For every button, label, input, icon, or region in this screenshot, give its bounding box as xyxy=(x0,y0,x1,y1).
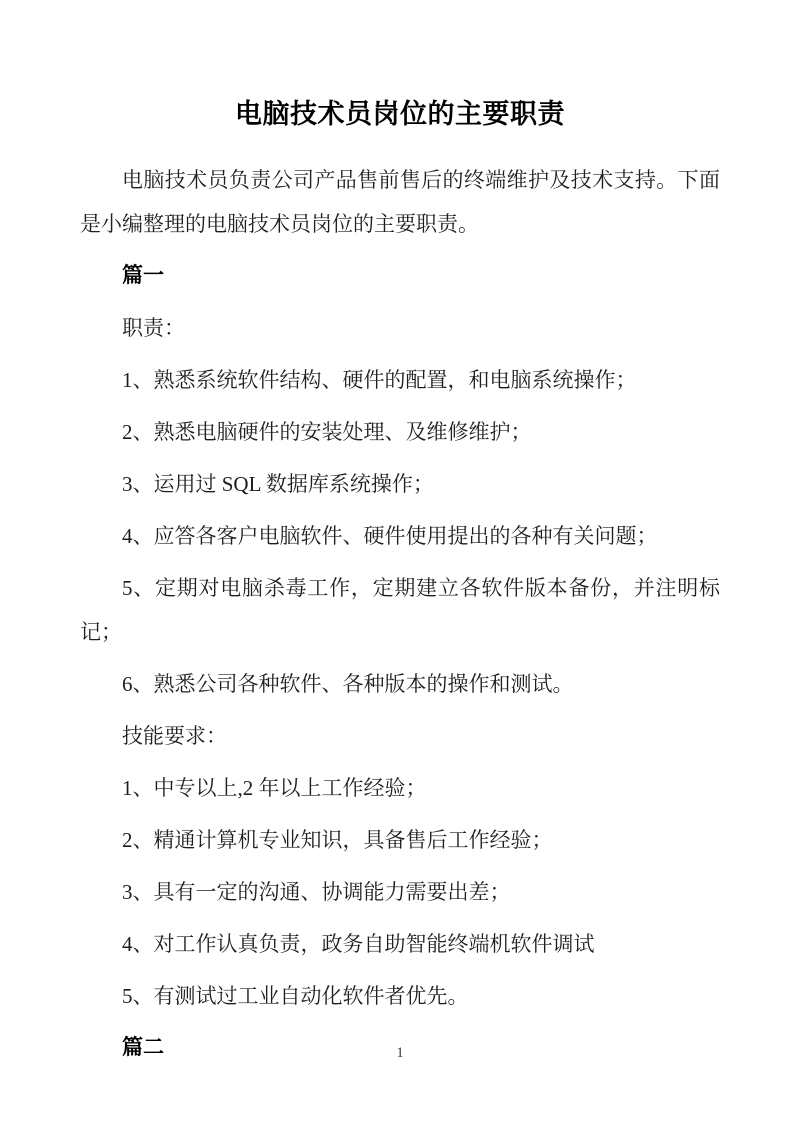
paragraph: 5、定期对电脑杀毒工作，定期建立各软件版本备份，并注明标记； xyxy=(80,576,720,644)
paragraph: 3、具有一定的沟通、协调能力需要出差； xyxy=(122,880,511,904)
paragraph: 电脑技术员负责公司产品售前售后的终端维护及技术支持。下面是小编整理的电脑技术员岗位的主要职责。 xyxy=(80,168,720,236)
paragraph: 1、中专以上,2 年以上工作经验； xyxy=(122,776,427,800)
paragraph-list xyxy=(80,158,720,1070)
paragraph: 1、熟悉系统软件结构、硬件的配置，和电脑系统操作； xyxy=(122,368,637,392)
document-title: 电脑技术员岗位的主要职责 xyxy=(235,99,565,129)
page-footer xyxy=(0,1044,800,1062)
section-heading: 篇一 xyxy=(122,264,164,287)
paragraph: 3、运用过 SQL 数据库系统操作； xyxy=(122,472,434,496)
page-number: 1 xyxy=(396,1045,404,1061)
section-heading: 篇二 xyxy=(122,1036,164,1059)
paragraph: 职责： xyxy=(122,316,185,340)
paragraph: 技能要求： xyxy=(122,724,227,748)
paragraph: 2、精通计算机专业知识，具备售后工作经验； xyxy=(122,828,553,852)
paragraph: 4、对工作认真负责，政务自助智能终端机软件调试 xyxy=(122,932,595,956)
paragraph: 2、熟悉电脑硬件的安装处理、及维修维护； xyxy=(122,420,532,444)
paragraph: 6、熟悉公司各种软件、各种版本的操作和测试。 xyxy=(122,672,574,696)
paragraph: 4、应答各客户电脑软件、硬件使用提出的各种有关问题； xyxy=(122,524,658,548)
paragraph: 5、有测试过工业自动化软件者优先。 xyxy=(122,984,469,1008)
